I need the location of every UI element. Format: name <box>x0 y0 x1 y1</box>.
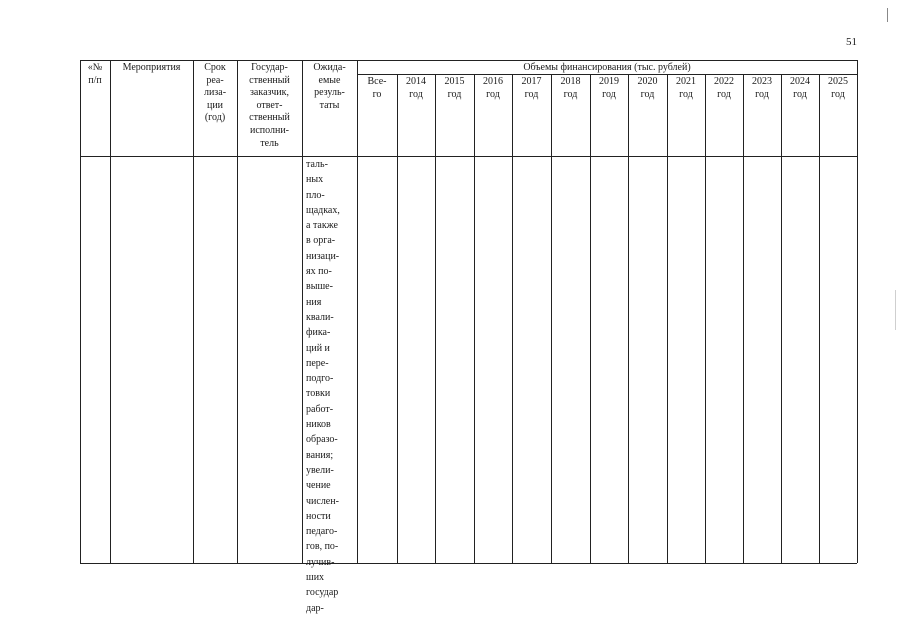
col-border <box>435 74 436 563</box>
results-text-line: педаго- <box>306 526 338 538</box>
results-text-line: выше- <box>306 281 333 293</box>
results-text-line: щадках, <box>306 204 340 216</box>
results-text-line: ния <box>306 296 322 308</box>
results-text-line: фика- <box>306 327 331 339</box>
results-text-line: пло- <box>306 189 325 201</box>
col-border <box>357 60 358 563</box>
header-year: 2017 год <box>521 76 542 100</box>
results-text-line: вания; <box>306 449 334 461</box>
header-year: 2018 год <box>560 76 581 100</box>
results-text-line: ников <box>306 419 331 431</box>
col-border <box>590 74 591 563</box>
header-year: 2023 год <box>752 76 772 100</box>
col-border <box>667 74 668 563</box>
results-text-line: ций и <box>306 342 330 354</box>
col-border <box>512 74 513 563</box>
col-border <box>551 74 552 563</box>
col-border <box>781 74 782 563</box>
col-border <box>397 74 398 563</box>
results-text-line: таль- <box>306 159 328 170</box>
results-text-line: числен- <box>306 495 339 507</box>
header-year: 2015 год <box>444 76 465 100</box>
results-text-line: увели- <box>306 464 334 476</box>
results-text-line: гов, по- <box>306 541 339 553</box>
col-border <box>80 60 81 563</box>
col-border <box>302 60 303 563</box>
scan-speck <box>895 290 896 330</box>
header-year: 2021 год <box>676 76 696 100</box>
results-text-line: чение <box>306 480 331 492</box>
header-year: 2016 год <box>483 76 503 100</box>
scan-speck <box>887 8 888 22</box>
results-text-line: ности <box>306 510 331 522</box>
results-text-line: государ <box>306 587 339 599</box>
header-bottom-border <box>80 156 857 157</box>
results-text-line: работ- <box>306 403 334 415</box>
header-term: Срок реа- лиза- ции (год) <box>203 62 227 124</box>
results-text <box>306 157 354 616</box>
col-border <box>628 74 629 563</box>
results-text-line: товки <box>306 388 331 400</box>
results-text-line: квали- <box>306 311 334 323</box>
results-text-line: а также <box>306 220 338 232</box>
header-funding-title: Объемы финансирования (тыс. рублей) <box>523 62 691 73</box>
col-border <box>705 74 706 563</box>
col-border <box>110 60 111 563</box>
col-border <box>193 60 194 563</box>
header-total: Все- го <box>367 76 387 100</box>
header-year: 2025 год <box>828 76 848 100</box>
header-year: 2020 год <box>637 76 658 100</box>
results-text-line: дар- <box>306 602 324 614</box>
header-year: 2022 год <box>714 76 734 100</box>
header-customer: Государ- ственный заказчик, ответ- ственный исполни- тель <box>249 62 290 149</box>
results-text-line: в орга- <box>306 235 336 247</box>
results-text-line: ях по- <box>306 266 332 278</box>
results-text-line: образо- <box>306 434 338 446</box>
header-results: Ожида- емые резуль- таты <box>313 62 346 111</box>
col-border <box>743 74 744 563</box>
header-year: 2014 год <box>406 76 426 100</box>
results-text-line: подго- <box>306 373 334 385</box>
header-num: «№ п/п <box>87 62 103 86</box>
results-text-line: ных <box>306 174 324 186</box>
header-year: 2019 год <box>599 76 619 100</box>
header-measures: Мероприятия <box>122 62 181 73</box>
col-border <box>474 74 475 563</box>
table-bottom-border <box>80 563 857 564</box>
page-number: 51 <box>846 36 857 48</box>
results-text-line: пере- <box>306 357 329 369</box>
header-year: 2024 год <box>790 76 810 100</box>
results-text-line: ших <box>306 572 325 584</box>
col-border <box>857 60 858 563</box>
funding-subheader-line <box>357 74 857 75</box>
col-border <box>819 74 820 563</box>
results-text-line: низаци- <box>306 250 340 262</box>
results-text-line: лучив- <box>306 556 335 568</box>
